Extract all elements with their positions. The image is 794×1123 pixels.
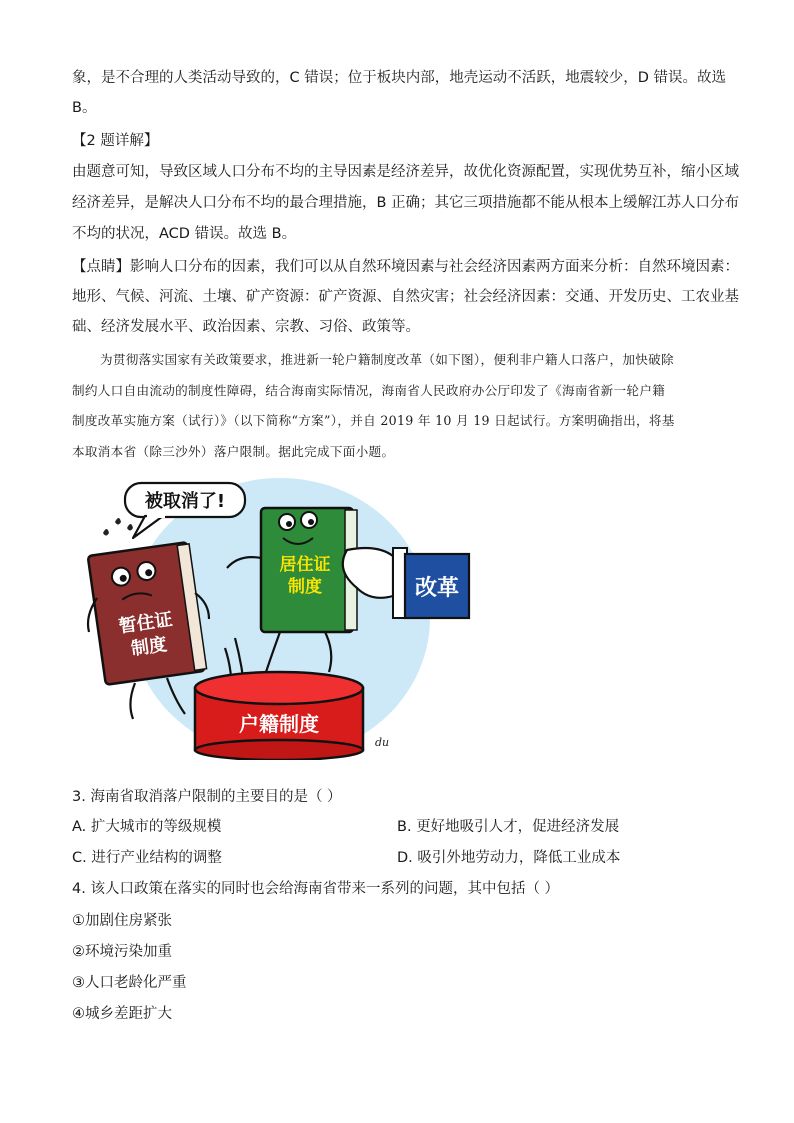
explanation-line: 由题意可知，导致区域人口分布不均的主导因素是经济差异，故优化资源配置，实现优势互补，缩小区域 [72,164,739,180]
q3-option-d[interactable]: D. 吸引外地劳动力，降低工业成本 [397,850,621,866]
intro-line: 为贯彻落实国家有关政策要求，推进新一轮户籍制度改革（如下图），便利非户籍人口落户，加快破除 [100,352,674,367]
left-book-line2: 制度 [129,634,169,660]
sweat-drops [103,518,133,536]
tip-line: 础、经济发展水平、政治因素、宗教、习俗、政策等。 [72,319,420,335]
right-book-line2: 制度 [288,577,322,597]
intro-line: 制约人口自由流动的制度性障碍，结合海南实际情况，海南省人民政府办公厅印发了《海南省新一轮户籍 [72,383,666,398]
q4-item: ①加剧住房紧张 [72,913,172,929]
bubble-text: 被取消了! [144,491,226,512]
answer-text-line: B。 [72,100,97,116]
intro-line: 本取消本省（除三沙外）落户限制。据此完成下面小题。 [72,444,395,459]
reform-cartoon [75,478,475,760]
reform-label: 改革 [414,576,460,601]
explanation-line: 经济差异，是解决人口分布不均的最合理措施，B 正确；其它三项措施都不能从根本上缓解江苏人口分布 [72,195,740,211]
q4-item: ④城乡差距扩大 [72,1006,172,1022]
hukou-drum [195,672,363,760]
artist-signature: du [375,736,390,749]
tip-line: 地形、气候、河流、土壤、矿产资源：矿产资源、自然灾害；社会经济因素：交通、开发历史、工农业基 [72,289,739,305]
drum-label: 户籍制度 [239,712,319,736]
q4-item: ③人口老龄化严重 [72,975,187,991]
question-4-stem: 4. 该人口政策在落实的同时也会给海南省带来一系列的问题，其中包括（ ） [72,881,560,897]
question-3-stem: 3. 海南省取消落户限制的主要目的是（ ） [72,789,342,805]
section-heading: 【2 题详解】 [72,133,159,149]
right-book-line1: 居住证 [279,555,331,575]
q3-option-c[interactable]: C. 进行产业结构的调整 [72,850,222,866]
q4-item: ②环境污染加重 [72,944,172,960]
temporary-residence-book [88,542,207,685]
explanation-line: 不均的状况，ACD 错误。故选 B。 [72,226,297,242]
answer-text-line: 象，是不合理的人类活动导致的，C 错误；位于板块内部，地壳运动不活跃，地震较少，D 错误。故选 [72,70,727,86]
intro-line: 制度改革实施方案（试行）》（以下简称“方案”），并自 2019 年 10 月 19 日起试行。方案明确指出，将基 [72,413,675,428]
left-book-line1: 暂住证 [117,608,174,638]
tip-line: 【点睛】影响人口分布的因素，我们可以从自然环境因素与社会经济因素两方面来分析：自然环境因素： [72,259,739,275]
q3-option-b[interactable]: B. 更好地吸引人才，促进经济发展 [397,819,620,835]
q3-option-a[interactable]: A. 扩大城市的等级规模 [72,819,222,835]
